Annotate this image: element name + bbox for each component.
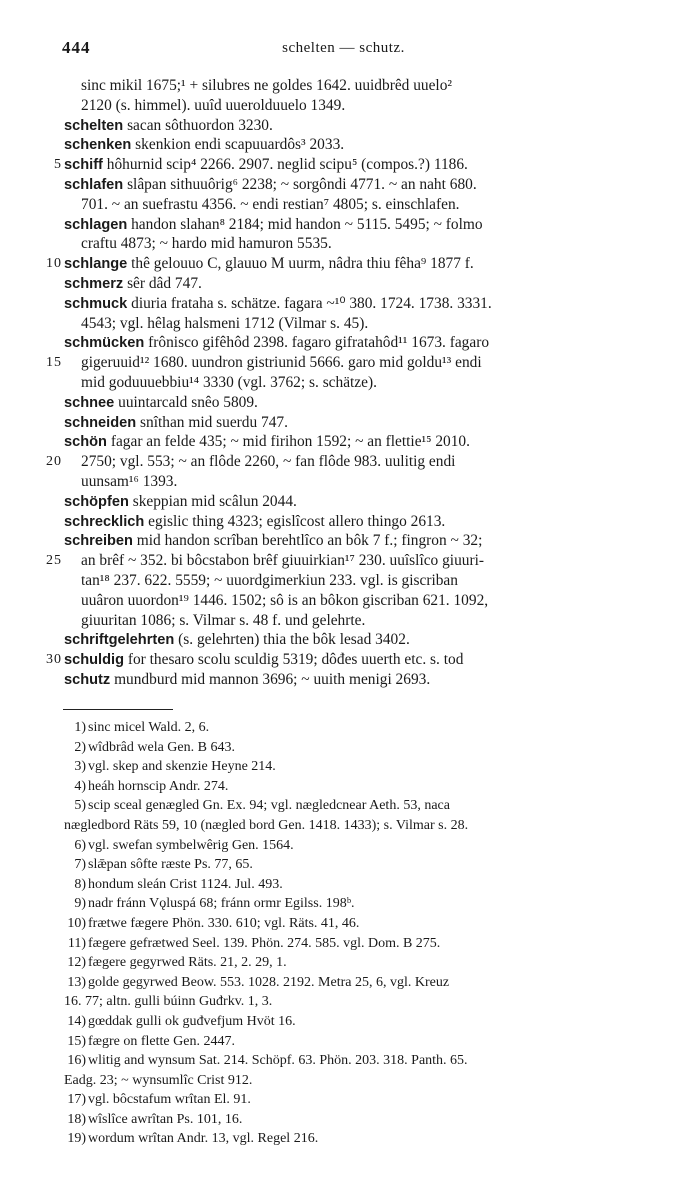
footnote-number: 4) — [74, 778, 86, 794]
entry-line — [0, 611, 687, 631]
footnote-text: frætwe fægere Phön. 330. 610; vgl. Räts. 41, 46. — [88, 915, 360, 931]
entry-line — [0, 155, 687, 175]
footnote-number: 3) — [74, 759, 86, 775]
footnote — [0, 1032, 687, 1052]
headword: schmücken — [64, 335, 145, 352]
footnote-text: vgl. skep and skenzie Heyne 214. — [88, 759, 276, 775]
entry-body: frônisco gifêhôd 2398. fagaro gifratahôd¹¹ 1673. fagaro — [144, 334, 490, 352]
footnote-text: wlitig and wynsum Sat. 214. Schöpf. 63. Phön. 203. 318. Panth. 65. — [88, 1053, 468, 1069]
entry-line — [0, 472, 687, 492]
footnote — [0, 855, 687, 875]
entry-body: tan¹⁸ 237. 622. 5559; ~ uuordgimerkiun 233. vgl. is giscriban — [81, 571, 458, 589]
footnote — [0, 875, 687, 895]
footnote — [0, 1110, 687, 1130]
footnote — [0, 777, 687, 797]
footnote-number: 10) — [67, 915, 86, 931]
dictionary-entries — [0, 76, 687, 690]
footnote — [0, 934, 687, 954]
headword: schiff — [64, 157, 103, 174]
headword: schmerz — [64, 275, 124, 292]
footnote — [0, 1071, 687, 1091]
entry-line — [0, 76, 687, 96]
entry-line — [0, 96, 687, 116]
footnote-text: heáh hornscip Andr. 274. — [88, 778, 229, 794]
line-number: 10 — [46, 256, 62, 272]
entry-text — [64, 254, 659, 275]
footnote — [0, 796, 687, 816]
footnote — [0, 738, 687, 758]
entry-body: for thesaro scolu sculdig 5319; dôđes uuerth etc. s. tod — [124, 651, 464, 669]
entry-body: diuria frataha s. schätze. fagara ~¹⁰ 380. 1724. 1738. 3331. — [127, 294, 492, 312]
entry-body: (s. gelehrten) thia the bôk lesad 3402. — [174, 631, 410, 649]
footnote — [0, 1012, 687, 1032]
entry-body: uunsam¹⁶ 1393. — [81, 472, 178, 490]
headword: schnee — [64, 394, 115, 411]
entry-text — [81, 551, 659, 571]
entry-line — [0, 551, 687, 571]
footnote-number: 8) — [74, 876, 86, 892]
entry-body: sacan sôthuordon 3230. — [123, 116, 273, 134]
footnote-number: 14) — [67, 1013, 86, 1029]
footnote-text: golde gegyrwed Beow. 553. 1028. 2192. Metra 25, 6, vgl. Kreuz — [88, 974, 450, 990]
entry-text — [64, 215, 659, 236]
footnote-text: scip sceal genægled Gn. Ex. 94; vgl. nægledcnear Aeth. 53, naca — [88, 798, 450, 814]
entry-text — [81, 472, 659, 492]
footnote — [0, 914, 687, 934]
headword: schöpfen — [64, 493, 129, 510]
entry-body: gigeruuid¹² 1680. uundron gistriunid 5666. garo mid goldu¹³ endi — [81, 354, 482, 372]
footnote-number: 9) — [74, 896, 86, 912]
entry-text — [64, 274, 659, 295]
entry-body: 4543; vgl. hêlag halsmeni 1712 (Vilmar s. 45). — [81, 314, 369, 332]
entry-text — [81, 195, 659, 215]
footnote — [0, 718, 687, 738]
entry-line — [0, 254, 687, 274]
entry-line — [0, 670, 687, 690]
headword: schreiben — [64, 533, 133, 550]
footnote-number: 5) — [74, 798, 86, 814]
footnote — [0, 973, 687, 993]
entry-line — [0, 393, 687, 413]
entry-line — [0, 135, 687, 155]
entry-text — [64, 650, 659, 671]
entry-line — [0, 294, 687, 314]
footnote-number: 6) — [74, 837, 86, 853]
footnote — [0, 816, 687, 836]
headword: schriftgelehrten — [64, 632, 175, 649]
entry-body: skenkion endi scapuuardôs³ 2033. — [131, 136, 345, 154]
footnote-text: wîslîce awrîtan Ps. 101, 16. — [88, 1111, 243, 1127]
entry-text — [64, 531, 659, 552]
footnote-number: 13) — [67, 974, 86, 990]
entry-text — [81, 234, 659, 254]
headword: schutz — [64, 671, 111, 688]
footnote-number: 16) — [67, 1053, 86, 1069]
entry-body: giuuritan 1086; s. Vilmar s. 48 f. und gelehrte. — [81, 611, 366, 629]
entry-text — [81, 373, 659, 393]
entry-body: hôhurnid scip⁴ 2266. 2907. neglid scipu⁵ (compos.?) 1186. — [102, 156, 468, 174]
footnote — [0, 953, 687, 973]
footnote-number: 11) — [67, 935, 86, 951]
entry-body: skeppian mid scâlun 2044. — [128, 492, 297, 510]
footnote-text: slǣpan sôfte ræste Ps. 77, 65. — [88, 857, 253, 873]
line-number: 15 — [46, 355, 62, 371]
entry-line — [0, 452, 687, 472]
entry-text — [81, 611, 659, 631]
entry-line — [0, 492, 687, 512]
footnote-number: 18) — [67, 1111, 86, 1127]
entry-text — [64, 432, 659, 453]
entry-line — [0, 234, 687, 254]
entry-text — [64, 294, 659, 315]
entry-line — [0, 591, 687, 611]
footnote-text: gœddak gulli ok guđvefjum Hvöt 16. — [88, 1013, 296, 1029]
entry-text — [64, 670, 659, 691]
headword: schneiden — [64, 414, 137, 431]
entry-line — [0, 314, 687, 334]
footnote-text: nadr fránn Vǫluspá 68; fránn ormr Egilss. 198ᵇ. — [88, 896, 355, 912]
entry-line — [0, 116, 687, 136]
footnote — [0, 992, 687, 1012]
entry-body: 2120 (s. himmel). uuîd uuerolduuelo 1349. — [81, 96, 346, 114]
entry-line — [0, 175, 687, 195]
entry-text — [64, 135, 659, 156]
entry-text — [81, 314, 659, 334]
entry-line — [0, 373, 687, 393]
entry-line — [0, 531, 687, 551]
footnote — [0, 894, 687, 914]
footnote-number: 7) — [74, 857, 86, 873]
entry-line — [0, 630, 687, 650]
headword: schmuck — [64, 295, 128, 312]
entry-text — [64, 116, 659, 137]
footnote-text: hondum sleán Crist 1124. Jul. 493. — [88, 876, 283, 892]
entry-text — [81, 571, 659, 591]
entry-line — [0, 512, 687, 532]
entry-text — [64, 512, 659, 533]
entry-body: slâpan sithuuôrig⁶ 2238; ~ sorgôndi 4771. ~ an naht 680. — [123, 175, 477, 193]
entry-text — [81, 591, 659, 611]
entry-line — [0, 413, 687, 433]
footnote-number: 17) — [67, 1092, 86, 1108]
entry-body: an brêf ~ 352. bi bôcstabon brêf giuuirkian¹⁷ 230. uuîslîco giuuri- — [81, 552, 484, 570]
entry-line — [0, 195, 687, 215]
footnote-number: 2) — [74, 739, 86, 755]
entry-body: 2750; vgl. 553; ~ an flôde 2260, ~ fan flôde 983. uulitig endi — [81, 453, 456, 471]
entry-body: uuintarcald snêo 5809. — [114, 393, 258, 411]
headword: schuldig — [64, 652, 124, 669]
entry-body: sinc mikil 1675;¹ + silubres ne goldes 1642. uuidbrêd uuelo² — [81, 77, 452, 94]
line-number: 5 — [54, 157, 62, 173]
entry-body: mid handon scrîban berehtlîco an bôk 7 f.; fingron ~ 32; — [132, 532, 483, 550]
footnote-text: fægere gefrætwed Seel. 139. Phön. 274. 585. vgl. Dom. B 275. — [88, 935, 441, 951]
entry-text — [81, 452, 659, 472]
entry-text — [64, 393, 659, 414]
footnote-text: fægre on flette Gen. 2447. — [88, 1033, 235, 1049]
line-number: 30 — [46, 652, 62, 668]
footnote-text: Eadg. 23; ~ wynsumlîc Crist 912. — [64, 1072, 253, 1088]
entry-line — [0, 215, 687, 235]
footnote — [0, 836, 687, 856]
entry-text — [64, 175, 659, 196]
line-number: 20 — [46, 454, 62, 470]
entry-line — [0, 650, 687, 670]
footnote-text: wordum wrîtan Andr. 13, vgl. Regel 216. — [88, 1131, 319, 1147]
headword: schlafen — [64, 176, 124, 193]
entry-text — [64, 630, 659, 651]
entry-line — [0, 571, 687, 591]
footnote — [0, 1090, 687, 1110]
entry-body: handon slahan⁸ 2184; mid handon ~ 5115. 5495; ~ folmo — [127, 215, 483, 233]
headword: schön — [64, 434, 107, 451]
entry-line — [0, 333, 687, 353]
entry-text — [64, 333, 659, 354]
headword: schenken — [64, 137, 132, 154]
footnote-text: nægledbord Räts 59, 10 (nægled bord Gen. 1418. 1433); s. Vilmar s. 28. — [64, 817, 469, 833]
entry-line — [0, 274, 687, 294]
entry-body: snîthan mid suerdu 747. — [136, 413, 288, 431]
entry-text — [81, 96, 659, 116]
footnote-text: sinc micel Wald. 2, 6. — [88, 720, 210, 735]
entry-body: egislic thing 4323; egislîcost allero thingo 2613. — [144, 512, 446, 530]
footnote-number: 15) — [67, 1033, 86, 1049]
footnote — [0, 1051, 687, 1071]
line-number: 25 — [46, 553, 62, 569]
footnote-number: 1) — [74, 720, 86, 735]
entry-body: 701. ~ an suefrastu 4356. ~ endi restian⁷ 4805; s. einschlafen. — [81, 195, 460, 213]
entry-body: mid goduuuebbiu¹⁴ 3330 (vgl. 3762; s. schätze). — [81, 373, 377, 391]
entry-body: uuâron uuordon¹⁹ 1446. 1502; sô is an bôkon giscriban 621. 1092, — [81, 591, 489, 609]
page-number: 444 — [62, 38, 91, 57]
footnote-rule — [63, 709, 173, 710]
footnote-text: 16. 77; altn. gulli búinn Guđrkv. 1, 3. — [64, 994, 273, 1010]
footnote-text: fægere gegyrwed Räts. 21, 2. 29, 1. — [88, 955, 287, 971]
entry-text — [81, 76, 659, 96]
headword: schelten — [64, 117, 124, 134]
footnote — [0, 757, 687, 777]
entry-line — [0, 432, 687, 452]
footnotes — [0, 718, 687, 1149]
entry-body: craftu 4873; ~ hardo mid hamuron 5535. — [81, 235, 332, 253]
entry-text — [64, 413, 659, 434]
footnote-text: wîdbrâd wela Gen. B 643. — [88, 739, 235, 755]
entry-line — [0, 353, 687, 373]
entry-text — [64, 155, 659, 176]
headword: schrecklich — [64, 513, 145, 530]
headword: schlagen — [64, 216, 128, 233]
entry-body: fagar an felde 435; ~ mid firihon 1592; ~ an flettie¹⁵ 2010. — [106, 433, 470, 451]
footnote-number: 19) — [67, 1131, 86, 1147]
entry-text — [81, 353, 659, 373]
footnote-text: vgl. bôcstafum wrîtan El. 91. — [88, 1092, 251, 1108]
entry-body: mundburd mid mannon 3696; ~ uuith menigi 2693. — [110, 670, 431, 688]
entry-body: thê gelouuo C, glauuo M uurm, nâdra thiu fêha⁹ 1877 f. — [127, 255, 474, 273]
footnote — [0, 1129, 687, 1149]
footnote-number: 12) — [67, 955, 86, 971]
running-title: schelten — schutz. — [282, 40, 405, 56]
entry-text — [64, 492, 659, 513]
footnote-text: vgl. swefan symbelwêrig Gen. 1564. — [88, 837, 294, 853]
entry-body: sêr dâd 747. — [123, 274, 202, 292]
headword: schlange — [64, 256, 128, 273]
